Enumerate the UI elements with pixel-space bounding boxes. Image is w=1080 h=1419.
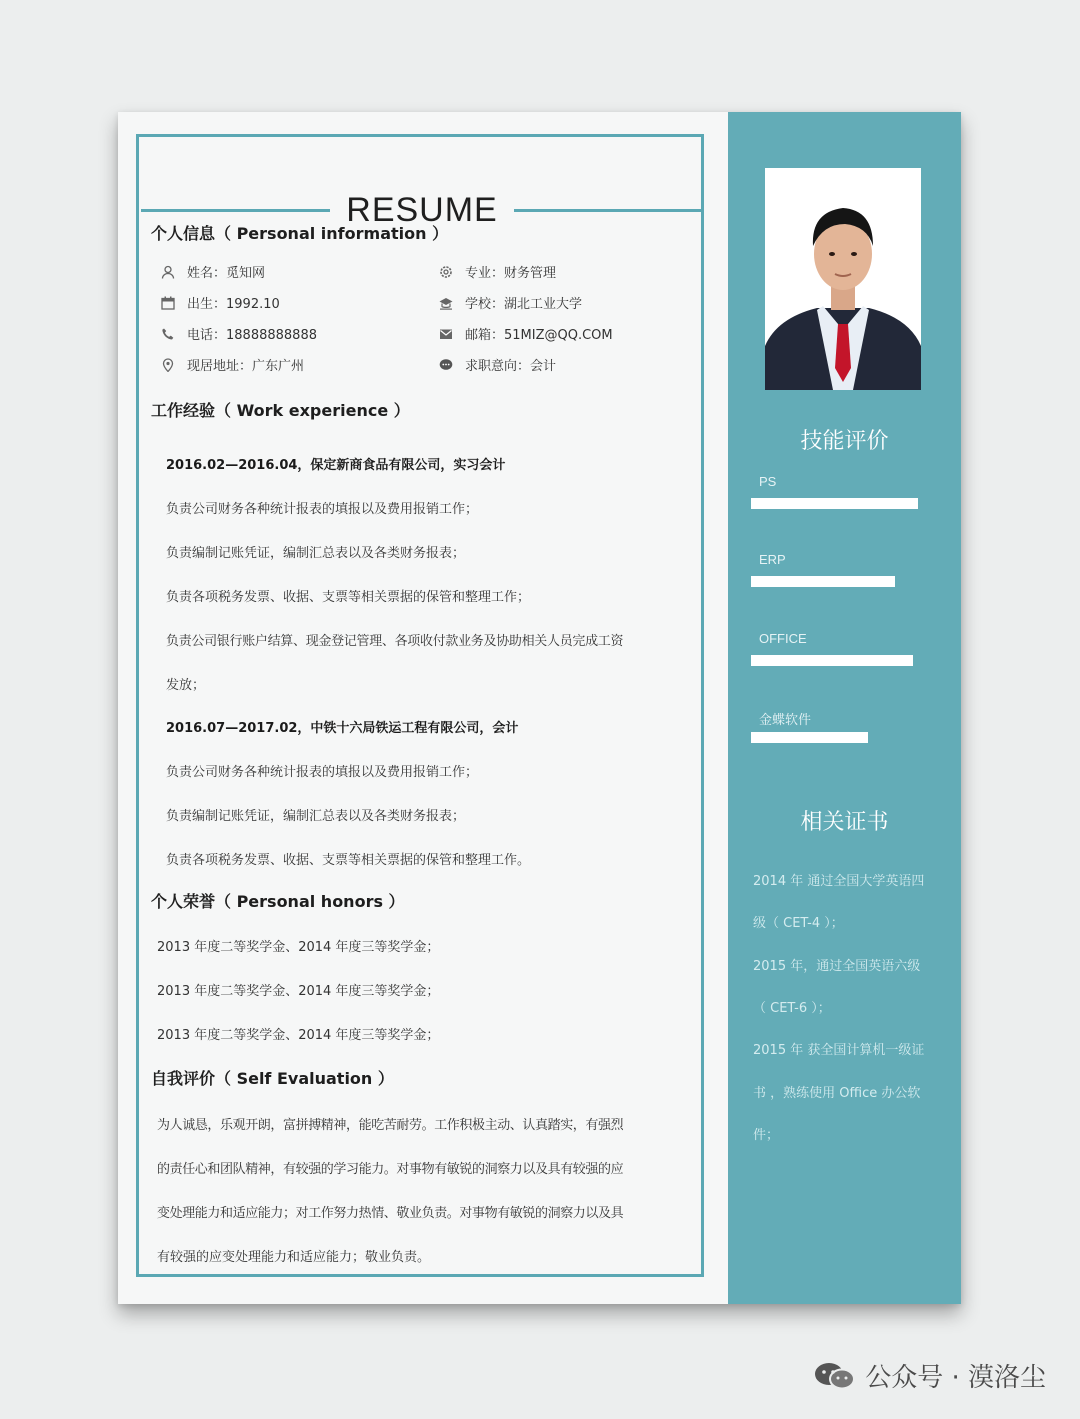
info-school-text: 学校：湖北工业大学 xyxy=(465,297,583,312)
skill-label: OFFICE xyxy=(759,631,807,646)
calendar-icon xyxy=(161,296,175,310)
info-email-text: 邮箱：51MIZ@QQ.COM xyxy=(465,328,613,343)
certificate-line: 2014 年 通过全国大学英语四 xyxy=(753,874,925,889)
info-phone xyxy=(161,324,317,343)
skill-label: PS xyxy=(759,474,777,489)
info-address-text: 现居地址：广东广州 xyxy=(187,359,305,374)
resume-page xyxy=(118,112,961,1304)
skill-bar-fill xyxy=(751,655,913,666)
certificate-line: 级（ CET-4 ）； xyxy=(753,916,844,931)
job-1-duty: 负责编制记账凭证，编制汇总表以及各类财务报表； xyxy=(166,546,466,561)
skill-bar-fill xyxy=(751,732,868,743)
title-divider-right xyxy=(514,209,703,212)
honor-item: 2013 年度二等奖学金、2014 年度三等奖学金； xyxy=(157,984,440,999)
info-name-text: 姓名：觅知网 xyxy=(187,266,266,281)
title-divider-left xyxy=(141,209,330,212)
phone-icon xyxy=(161,327,175,341)
certificate-line: （ CET-6 ）； xyxy=(753,1001,831,1016)
info-objective-text: 求职意向：会计 xyxy=(465,359,557,374)
info-birth-text: 出生：1992.10 xyxy=(187,297,280,312)
location-icon xyxy=(161,358,175,372)
job-2-duty: 负责各项税务发票、收据、支票等相关票据的保管和整理工作。 xyxy=(166,853,531,868)
sidebar xyxy=(728,112,961,1304)
person-icon xyxy=(161,265,175,279)
job-1-duty: 负责公司银行账户结算、现金登记管理、各项收付款业务及协助相关人员完成工资 xyxy=(166,634,624,649)
job-title-2: 2016.07—2017.02，中铁十六局铁运工程有限公司，会计 xyxy=(166,721,519,736)
info-address xyxy=(161,355,304,374)
certificate-line: 书 ，熟练使用 Office 办公软 xyxy=(753,1086,921,1101)
job-1-duty: 发放； xyxy=(166,678,206,693)
main-content-frame xyxy=(136,134,704,1277)
honor-item: 2013 年度二等奖学金、2014 年度三等奖学金； xyxy=(157,940,440,955)
skill-bar-fill xyxy=(751,576,895,587)
certificate-line: 2015 年，通过全国英语六级 xyxy=(753,959,921,974)
info-major-text: 专业：财务管理 xyxy=(465,266,557,281)
job-2-duty: 负责编制记账凭证，编制汇总表以及各类财务报表； xyxy=(166,809,466,824)
personal-info-heading: 个人信息（ Personal information ） xyxy=(151,224,449,243)
job-1-duty: 负责各项税务发票、收据、支票等相关票据的保管和整理工作； xyxy=(166,590,531,605)
skill-bar xyxy=(751,498,918,509)
skill-bar xyxy=(751,576,918,587)
honor-item: 2013 年度二等奖学金、2014 年度三等奖学金； xyxy=(157,1028,440,1043)
certificates-heading: 相关证书 xyxy=(800,810,889,835)
honors-heading: 个人荣誉（ Personal honors ） xyxy=(151,892,405,911)
certificate-line: 件； xyxy=(753,1128,780,1143)
info-birth xyxy=(161,293,280,312)
job-1-duty: 负责公司财务各种统计报表的填报以及费用报销工作； xyxy=(166,502,479,517)
skill-label: ERP xyxy=(759,552,786,567)
skill-bar-fill xyxy=(751,498,918,509)
self-evaluation-line: 变处理能力和适应能力；对工作努力热情、敬业负责。对事物有敏锐的洞察力以及具 xyxy=(157,1206,624,1221)
gear-icon xyxy=(439,265,453,279)
certificate-line: 2015 年 获全国计算机一级证 xyxy=(753,1043,925,1058)
profile-photo xyxy=(765,168,921,390)
wechat-icon xyxy=(813,1361,857,1391)
chat-icon xyxy=(439,358,453,372)
info-phone-text: 电话：18888888888 xyxy=(187,328,317,343)
info-objective xyxy=(439,355,556,374)
self-evaluation-line: 的责任心和团队精神，有较强的学习能力。对事物有敏锐的洞察力以及具有较强的应 xyxy=(157,1162,624,1177)
graduation-cap-icon xyxy=(439,296,453,310)
skill-bar xyxy=(751,655,918,666)
self-evaluation-line: 为人诚恳，乐观开朗，富拼搏精神，能吃苦耐劳。工作积极主动、认真踏实，有强烈 xyxy=(157,1118,624,1133)
resume-title: RESUME xyxy=(346,190,498,229)
job-2-duty: 负责公司财务各种统计报表的填报以及费用报销工作； xyxy=(166,765,479,780)
work-experience-heading: 工作经验（ Work experience ） xyxy=(151,401,410,420)
mail-icon xyxy=(439,327,453,341)
skill-bar xyxy=(751,732,918,743)
watermark-text: 公众号 · 漠洛尘 xyxy=(865,1363,1046,1393)
skills-heading: 技能评价 xyxy=(800,429,889,454)
info-school xyxy=(439,293,582,312)
self-evaluation-line: 有较强的应变处理能力和适应能力；敬业负责。 xyxy=(157,1250,431,1265)
wechat-watermark xyxy=(813,1357,1046,1394)
self-evaluation-heading: 自我评价（ Self Evaluation ） xyxy=(151,1069,394,1088)
job-title-1: 2016.02—2016.04，保定新商食品有限公司，实习会计 xyxy=(166,458,506,473)
info-name xyxy=(161,262,265,281)
skill-label: 金蝶软件 xyxy=(759,712,812,727)
info-major xyxy=(439,262,556,281)
info-email xyxy=(439,324,613,343)
